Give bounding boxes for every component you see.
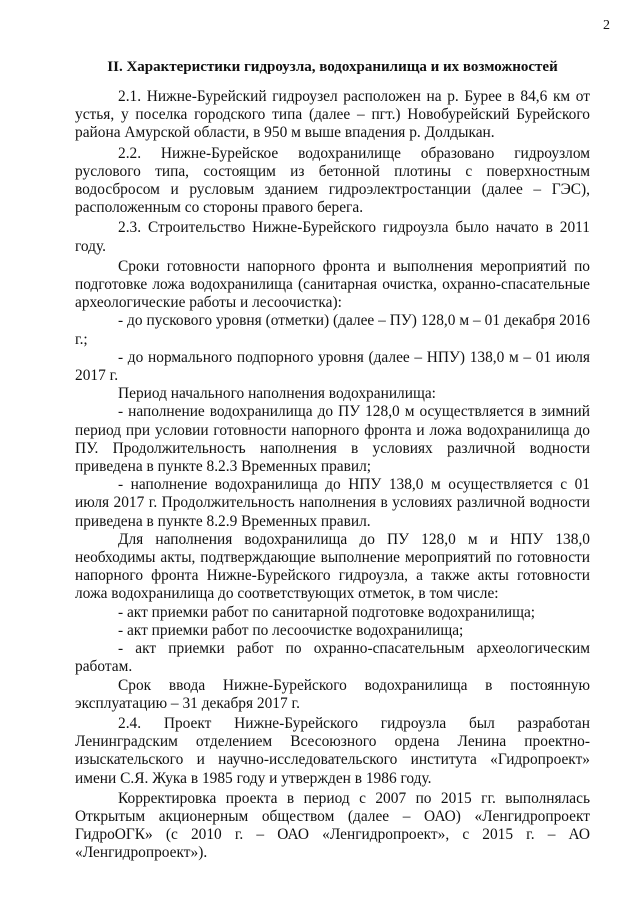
document-body: [75, 88, 590, 863]
paragraph-2-1: 2.1. Нижне-Бурейский гидроузел расположен на р. Бурее в 84,6 км от устья, у поселка городского типа (далее – пгт.) Новобурейский Бурейского района Амурской области, в 950 м выше впадения р. Долдыкан.: [75, 88, 590, 142]
paragraph-2-3: 2.3. Строительство Нижне-Бурейского гидроузла было начато в 2011 году.: [75, 219, 590, 255]
paragraph-project-correction: Корректировка проекта в период с 2007 по 2015 гг. выполнялась Открытым акционерным обществом (далее – ОАО) «Ленгидропроект ГидроОГК» (с 2010 г. – ОАО «Ленгидропроект», с 2015 г. – АО «Ленгидропроект»).: [75, 789, 590, 862]
list-item-filling-npu: - наполнение водохранилища до НПУ 138,0 м осуществляется с 01 июля 2017 г. Продолжительность наполнения в условиях различной водности приведена в пункте 8.2.9 Временных правил.: [75, 476, 590, 530]
list-item-forest-act: - акт приемки работ по лесоочистке водохранилища;: [118, 621, 464, 639]
paragraph-2-2: 2.2. Нижне-Бурейское водохранилище образовано гидроузлом руслового типа, состоящим из бетонной плотины с поверхностным водосбросом и русловым зданием гидроэлектростанции (далее – ГЭС), расположенным со стороны правого берега.: [75, 144, 590, 217]
paragraph-initial-filling: Период начального наполнения водохранилища:: [118, 385, 436, 403]
page-number: 2: [603, 18, 610, 33]
paragraph-readiness-dates: Сроки готовности напорного фронта и выполнения мероприятий по подготовке ложа водохранилища (санитарная очистка, охранно-спасательные археологические работы и лесоочистка):: [75, 257, 590, 312]
paragraph-2-4: 2.4. Проект Нижне-Бурейского гидроузла был разработан Ленинградским отделением Всесоюзного ордена Ленина проектно-изыскательского и научно-исследовательского института «Гидропроект» имени С.Я. Жука в 1985 году и утвержден в 1986 году.: [75, 714, 590, 787]
paragraph-commissioning-date: Срок ввода Нижне-Бурейского водохранилища в постоянную эксплуатацию – 31 декабря 2017 г.: [75, 676, 590, 712]
list-item-sanitary-act: - акт приемки работ по санитарной подготовке водохранилища;: [118, 603, 536, 621]
section-heading: II. Характеристики гидроузла, водохранилища и их возможностей: [107, 59, 558, 75]
list-item-npu-date: - до нормального подпорного уровня (далее – НПУ) 138,0 м – 01 июля 2017 г.: [75, 348, 590, 385]
list-item-filling-pu: - наполнение водохранилища до ПУ 128,0 м осуществляется в зимний период при условии готовности напорного фронта и ложа водохранилища до ПУ. Продолжительность наполнения в условиях различной водности приведена в пункте 8.2.3 Временных правил;: [75, 403, 590, 476]
list-item-archaeology-act: - акт приемки работ по охранно-спасательным археологическим работам.: [75, 640, 590, 676]
paragraph-required-acts: Для наполнения водохранилища до ПУ 128,0 м и НПУ 138,0 необходимы акты, подтверждающие выполнение мероприятий по готовности напорного фронта Нижне-Бурейского гидроузла, а также акты готовности ложа водохранилища до соответствующих отметок, в том числе:: [75, 530, 590, 603]
list-item-pu-date: - до пускового уровня (отметки) (далее – ПУ) 128,0 м – 01 декабря 2016 г.;: [75, 312, 590, 348]
